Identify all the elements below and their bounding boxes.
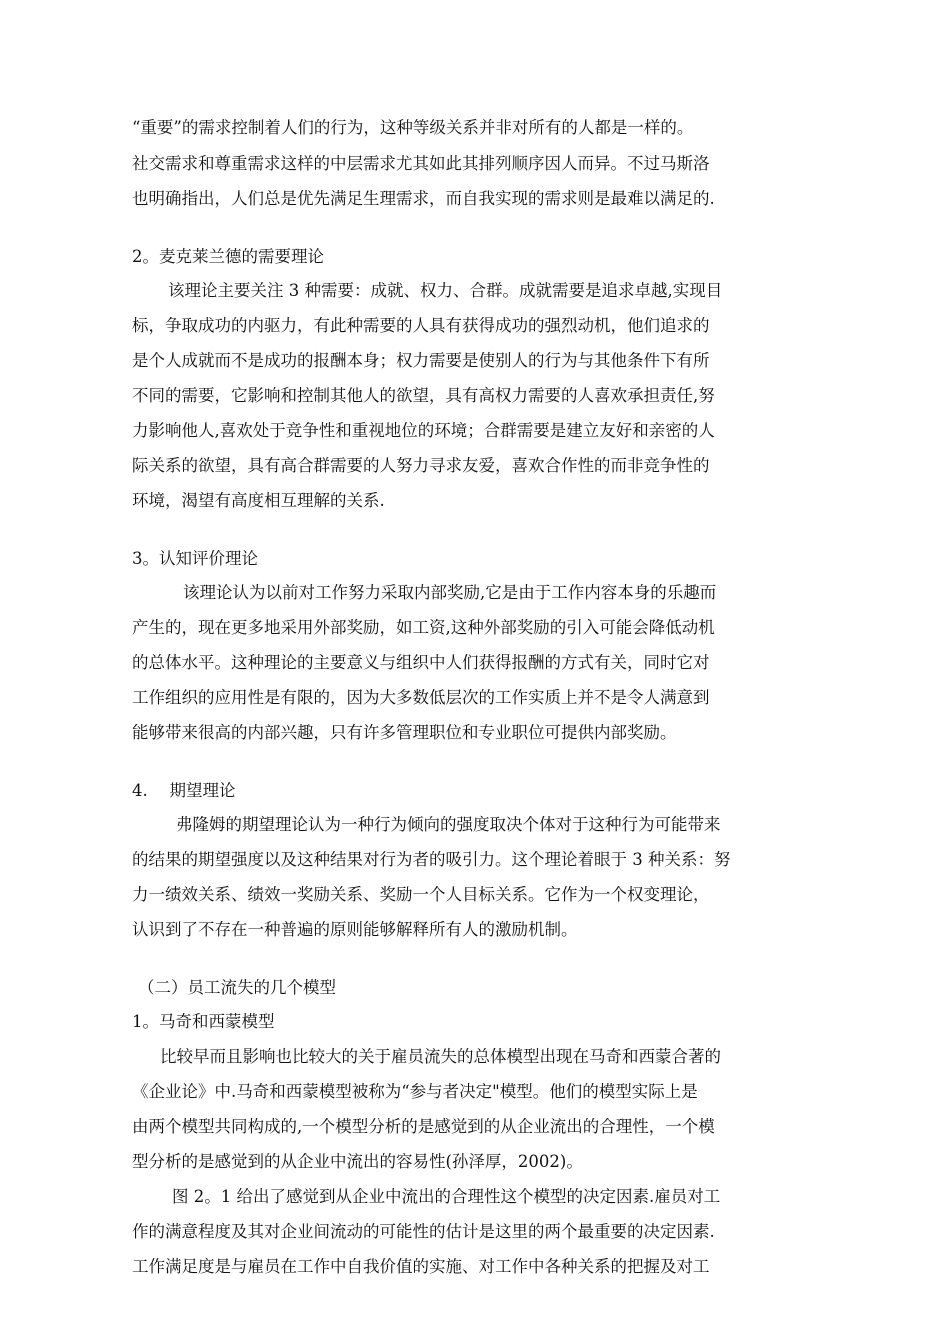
paragraph-line: 认识到了不存在一种普遍的原则能够解释所有人的激励机制。: [132, 920, 578, 939]
section-heading: （二）员工流失的几个模型: [138, 978, 336, 997]
section-heading: 3。认知评价理论: [132, 549, 258, 568]
paragraph-line: 工作组织的应用性是有限的，因为大多数低层次的工作实质上并不是令人满意到: [132, 688, 710, 707]
section-heading: 2。麦克莱兰德的需要理论: [132, 247, 324, 266]
paragraph-line: 是个人成就而不是成功的报酬本身；权力需要是使别人的行为与其他条件下有所: [132, 351, 710, 370]
paragraph-line: 的结果的期望强度以及这种结果对行为者的吸引力。这个理论着眼于 3 种关系：努: [132, 850, 731, 869]
paragraph-line: 力一绩效关系、绩效一奖励关系、奖励一个人目标关系。它作为一个权变理论，: [132, 885, 710, 904]
paragraph-line: 际关系的欲望，具有高合群需要的人努力寻求友爱，喜欢合作性的而非竞争性的: [132, 456, 710, 475]
paragraph-line: 该理论认为以前对工作努力采取内部奖励,它是由于工作内容本身的乐趣而: [183, 583, 717, 602]
paragraph-line: 力影响他人,喜欢处于竞争性和重视地位的环境；合群需要是建立友好和亲密的人: [132, 421, 715, 440]
paragraph-line: 也明确指出，人们总是优先满足生理需求，而自我实现的需求则是最难以满足的.: [132, 189, 715, 208]
paragraph-line: 不同的需要，它影响和控制其他人的欲望，具有高权力需要的人喜欢承担责任,努: [132, 386, 715, 405]
paragraph-line: 能够带来很高的内部兴趣，只有许多管理职位和专业职位可提供内部奖励。: [132, 723, 677, 742]
paragraph-line: 该理论主要关注 3 种需要：成就、权力、合群。成就需要是追求卓越,实现目: [168, 281, 723, 300]
section-heading: 1。马奇和西蒙模型: [132, 1012, 275, 1031]
section-heading: 4. 期望理论: [132, 781, 236, 800]
paragraph-line: 工作满足度是与雇员在工作中自我价值的实施、对工作中各种关系的把握及对工: [132, 1257, 710, 1276]
paragraph-line: 由两个模型共同构成的,一个模型分析的是感觉到的从企业流出的合理性，一个模: [132, 1117, 715, 1136]
paragraph-line: 《企业论》中.马奇和西蒙模型被称为“参与者决定"模型。他们的模型实际上是: [132, 1082, 698, 1101]
paragraph-line: 型分析的是感觉到的从企业中流出的容易性(孙泽厚，2002)。: [132, 1152, 583, 1171]
paragraph-line: 社交需求和尊重需求这样的中层需求尤其如此其排列顺序因人而异。不过马斯洛: [132, 154, 710, 173]
paragraph-line: 比较早而且影响也比较大的关于雇员流失的总体模型出现在马奇和西蒙合著的: [160, 1047, 721, 1066]
paragraph-line: “重要”的需求控制着人们的行为，这种等级关系并非对所有的人都是一样的。: [132, 118, 694, 137]
paragraph-line: 产生的，现在更多地采用外部奖励，如工资,这种外部奖励的引入可能会降低动机: [132, 618, 715, 637]
paragraph-line: 图 2。1 给出了感觉到从企业中流出的合理性这个模型的决定因素.雇员对工: [172, 1187, 721, 1206]
paragraph-line: 环境，渴望有高度相互理解的关系.: [132, 491, 385, 510]
paragraph-line: 标，争取成功的内驱力，有此种需要的人具有获得成功的强烈动机，他们追求的: [132, 316, 710, 335]
paragraph-line: 弗隆姆的期望理论认为一种行为倾向的强度取决个体对于这种行为可能带来: [176, 815, 721, 834]
paragraph-line: 的总体水平。这种理论的主要意义与组织中人们获得报酬的方式有关，同时它对: [132, 653, 710, 672]
paragraph-line: 作的满意程度及其对企业间流动的可能性的估计是这里的两个最重要的决定因素.: [132, 1222, 715, 1241]
